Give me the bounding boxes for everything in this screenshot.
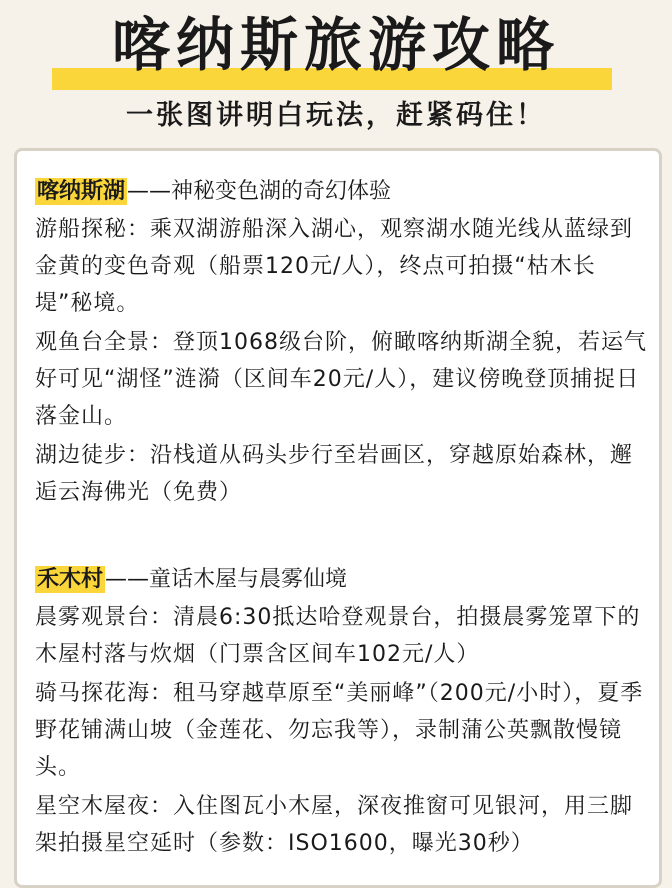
list-item: 游船探秘：乘双湖游船深入湖心，观察湖水随光线从蓝绿到金黄的变色奇观（船票120元/人），终点可拍摄“枯木长堤”秘境。	[35, 217, 634, 316]
list-item: 晨雾观景台：清晨6:30抵达哈登观景台，拍摄晨雾笼罩下的木屋村落与炊烟（门票含区间车102元/人）	[35, 605, 641, 667]
section-hemu-village	[35, 563, 647, 862]
page-title	[106, 6, 566, 84]
section-heading	[35, 175, 647, 209]
header	[0, 0, 672, 148]
page-title-text: 喀纳斯旅游攻略	[111, 11, 560, 79]
section-heading	[35, 563, 647, 597]
list-item: 星空木屋夜：入住图瓦小木屋，深夜推窗可见银河，用三脚架拍摄星空延时（参数：ISO1600，曝光30秒）	[35, 794, 634, 856]
list-item: 观鱼台全景：登顶1068级台阶，俯瞰喀纳斯湖全貌，若运气好可见“湖怪”涟漪（区间车20元/人），建议傍晚登顶捕捉日落金山。	[35, 330, 647, 429]
section-name: 禾木村	[37, 567, 104, 592]
section-tagline: ——童话木屋与晨雾仙境	[105, 567, 348, 592]
list-item: 骑马探花海：租马穿越草原至“美丽峰”（200元/小时），夏季野花铺满山坡（金莲花、勿忘我等），录制蒲公英飘散慢镜头。	[35, 681, 644, 780]
section-kanas-lake	[35, 175, 647, 511]
content-card	[14, 148, 662, 888]
section-name: 喀纳斯湖	[37, 179, 126, 204]
page-subtitle: 一张图讲明白玩法，赶紧码住！	[126, 100, 546, 131]
list-item: 湖边徒步：沿栈道从码头步行至岩画区，穿越原始森林，邂逅云海佛光（免费）	[35, 443, 634, 505]
section-tagline: ——神秘变色湖的奇幻体验	[127, 179, 392, 204]
